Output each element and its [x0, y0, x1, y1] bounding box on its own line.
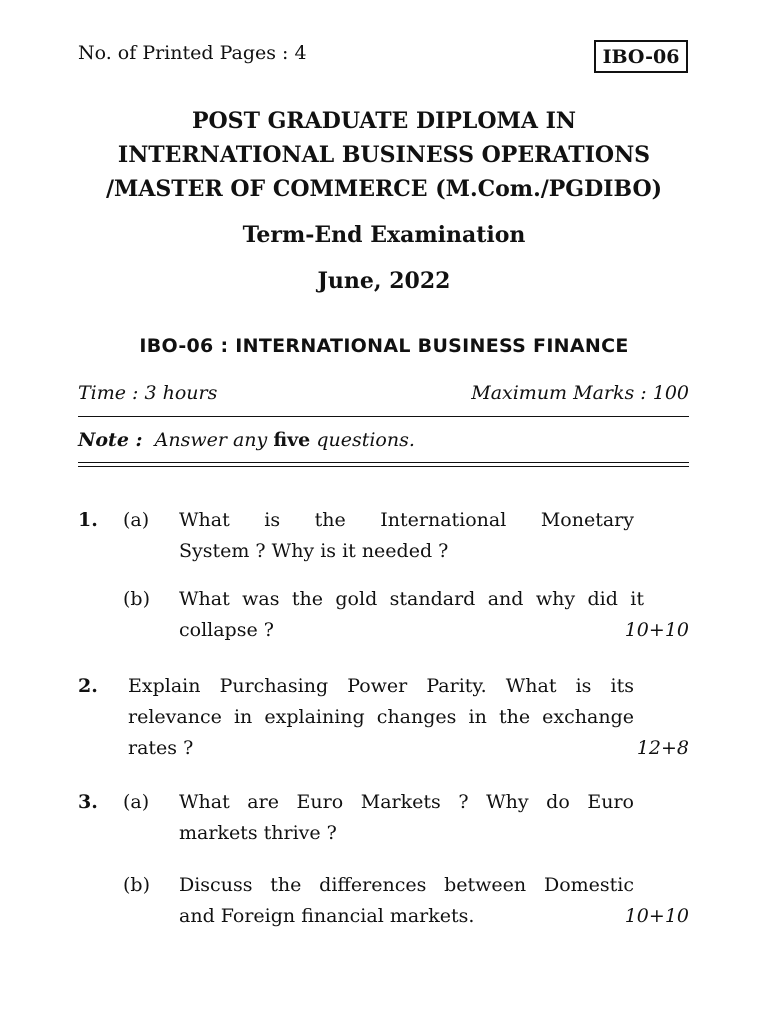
- printed-pages: No. of Printed Pages : 4: [78, 42, 307, 64]
- title-line-1: POST GRADUATE DIPLOMA IN: [191, 108, 577, 134]
- exam-title: Term-End Examination: [242, 222, 526, 248]
- question-text: rates ?: [128, 737, 194, 759]
- divider-double-bottom: [78, 466, 689, 467]
- question-text: relevance in explaining changes in the exchange: [128, 706, 634, 728]
- part-label: (b): [123, 874, 150, 896]
- paper-code-box: IBO-06: [594, 40, 688, 73]
- note-label: Note :: [78, 429, 143, 451]
- question-text: System ? Why is it needed ?: [179, 540, 449, 562]
- question-text: markets thrive ?: [179, 822, 337, 844]
- question-text: What was the gold standard and why did it: [179, 588, 644, 610]
- time-allowed: Time : 3 hours: [78, 382, 218, 404]
- title-line-2: INTERNATIONAL BUSINESS OPERATIONS: [117, 142, 651, 168]
- exam-date: June, 2022: [317, 268, 451, 294]
- note-text-post: questions.: [316, 429, 415, 451]
- note: [78, 429, 415, 451]
- title-line-3: /MASTER OF COMMERCE (M.Com./PGDIBO): [105, 176, 663, 202]
- part-label: (a): [123, 509, 150, 531]
- course-title: IBO-06 : INTERNATIONAL BUSINESS FINANCE: [139, 335, 629, 357]
- question-number: 2.: [78, 675, 98, 697]
- divider: [78, 416, 689, 417]
- question-text: Explain Purchasing Power Parity. What is its: [128, 675, 634, 697]
- question-text: and Foreign financial markets.: [179, 905, 475, 927]
- question-text: What are Euro Markets ? Why do Euro: [179, 791, 634, 813]
- maximum-marks: Maximum Marks : 100: [471, 382, 689, 404]
- part-label: (b): [123, 588, 150, 610]
- part-label: (a): [123, 791, 150, 813]
- question-number: 1.: [78, 509, 98, 531]
- question-marks: 10+10: [624, 619, 689, 641]
- note-text-bold: five: [273, 429, 311, 451]
- question-text: collapse ?: [179, 619, 274, 641]
- question-marks: 10+10: [624, 905, 689, 927]
- question-marks: 12+8: [636, 737, 689, 759]
- time-marks-row: [78, 382, 689, 404]
- question-text: Discuss the differences between Domestic: [179, 874, 634, 896]
- question-number: 3.: [78, 791, 98, 813]
- question-text: What is the International Monetary: [179, 509, 634, 531]
- divider-double-top: [78, 462, 689, 463]
- note-text-pre: Answer any: [154, 429, 268, 451]
